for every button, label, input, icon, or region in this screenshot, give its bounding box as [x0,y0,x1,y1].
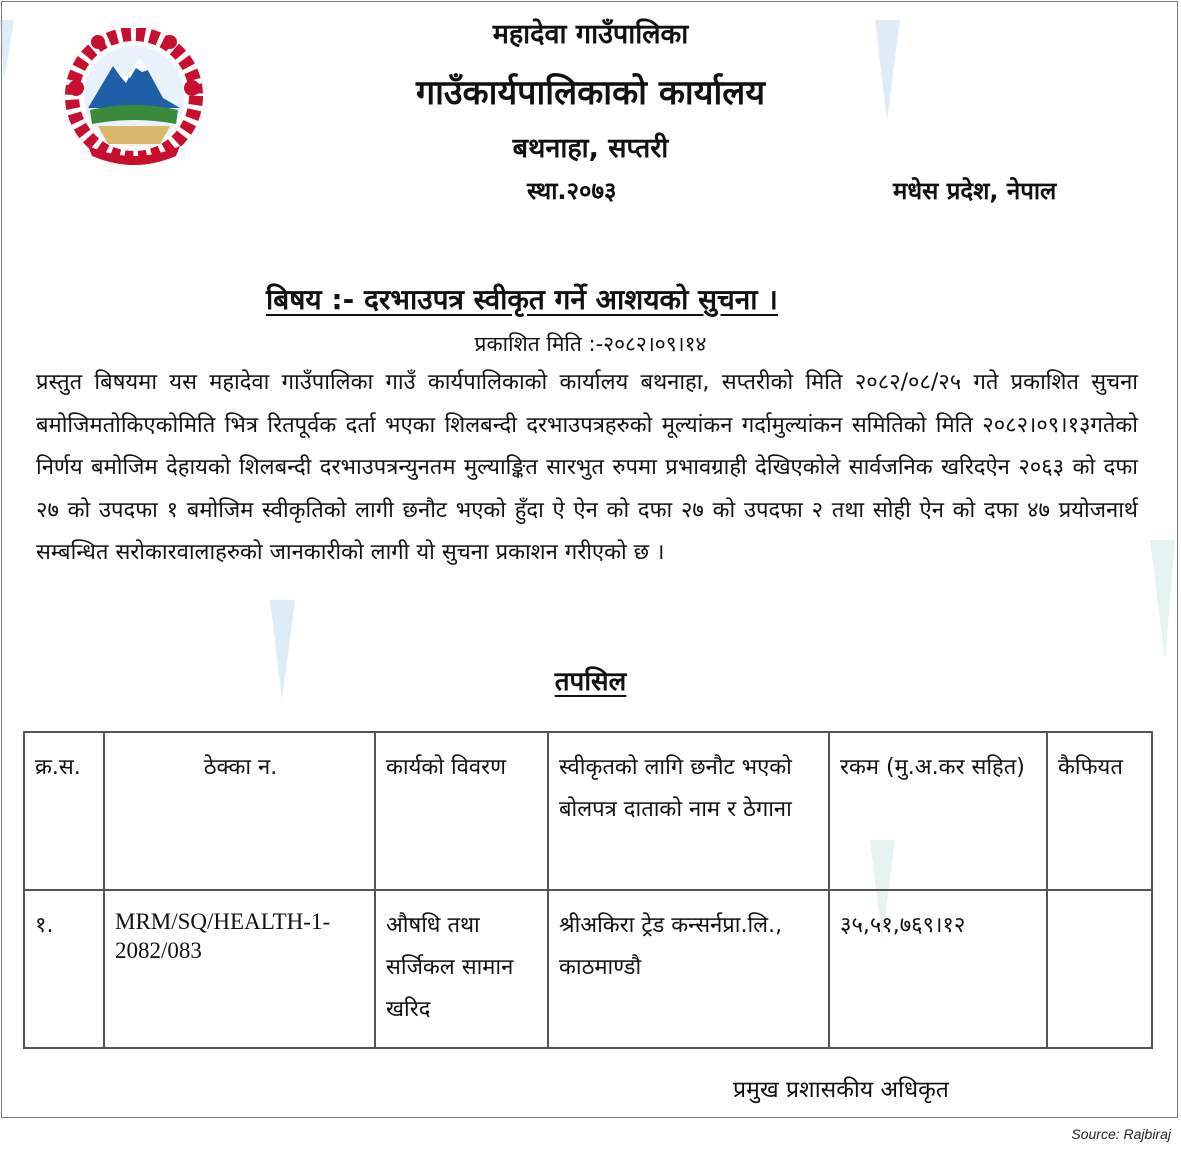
established-year: स्था.२०७३ [527,177,617,205]
signatory-title: प्रमुख प्रशासकीय अधिकृत [733,1077,949,1103]
cell-bidder: श्रीअकिरा ट्रेड कन्सर्नप्रा.लि., काठमाण्डौ [548,890,829,1048]
cell-contract-no [104,890,375,1048]
notice-subject: बिषय :- दरभाउपत्र स्वीकृत गर्ने आशयको सुचना । [266,283,778,316]
header-work-description: कार्यको विवरण [375,732,548,890]
contract-no-text: MRM/SQ/HEALTH-1-2082/083 [115,909,331,963]
cell-remarks [1047,890,1152,1048]
office-name: महादेवा गाउँपालिका [492,19,689,50]
cell-serial-no: १. [24,890,104,1048]
office-place: बथनाहा, सप्तरी [512,133,669,164]
table-row [24,890,1152,1048]
office-title: गाउँकार्यपालिकाको कार्यालय [415,73,766,113]
header-remarks: कैफियत [1047,732,1152,890]
published-date: प्रकाशित मिति :-२०८२।०९।१४ [474,332,707,356]
source-credit: Source: Rajbiraj [1071,1126,1171,1142]
table-header-row [24,732,1152,890]
province-label: मधेस प्रदेश, नेपाल [893,177,1057,205]
cell-description: औषधि तथा सर्जिकल सामान खरिद [375,890,548,1048]
cell-amount: ३५,५१,७६९।१२ [829,890,1047,1048]
header-serial-no: क्र.स. [24,732,104,890]
header-bidder: स्वीकृतको लागि छनौट भएको बोलपत्र दाताको नाम र ठेगाना [548,732,829,890]
header-contract-no: ठेक्का न. [104,732,375,890]
header-amount: रकम (मु.अ.कर सहित) [829,732,1047,890]
schedule-title: तपसिल [554,667,627,697]
award-table [23,731,1153,1049]
notice-body: प्रस्तुत बिषयमा यस महादेवा गाउँपालिका गाउँ कार्यपालिकाको कार्यालय बथनाहा, सप्तरीको मिति २०८२/०८/२५ गते प्रकाशित सुचना बमोजिमतोकिएकोमिति भित्र रितपूर्वक दर्ता भएका शिलबन्दी दरभाउपत्रहरुको मूल्यांकन गर्दामुल्यांकन समितिको मिति २०८२।०९।१३गतेको निर्णय बमोजिम देहायको शिलबन्दी दरभाउपत्रन्युनतम मुल्याङ्कित सारभुत रुपमा प्रभावग्राही देखिएकोले सार्वजनिक खरिदऐन २०६३ को दफा २७ को उपदफा १ बमोजिम स्वीकृतिको लागी छनौट भएको हुँदा ऐ ऐन को दफा २७ को उपदफा २ तथा सोही ऐन को दफा ४७ प्रयोजनार्थ सम्बन्धित सरोकारवालाहरुको जानकारीको लागी यो सुचना प्रकाशन गरीएको छ । [36,370,1138,565]
